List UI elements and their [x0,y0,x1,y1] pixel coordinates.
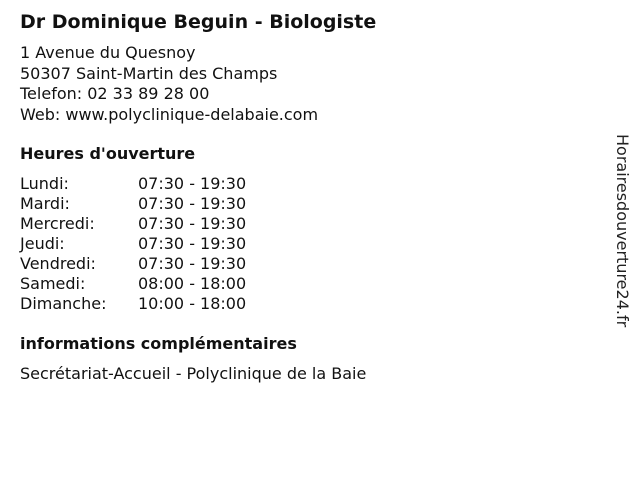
hours-time: 07:30 - 19:30 [138,174,247,193]
page-title: Dr Dominique Beguin - Biologiste [20,11,377,33]
hours-day: Dimanche: [20,294,107,313]
hours-time: 07:30 - 19:30 [138,254,247,273]
opening-hours-heading: Heures d'ouverture [20,144,196,163]
site-watermark: Horairesdouverture24.fr [613,134,632,328]
hours-row [20,274,247,294]
hours-time: 08:00 - 18:00 [138,274,247,293]
phone-number: Telefon: 02 33 89 28 00 [20,84,210,103]
hours-row [20,174,247,194]
hours-time: 10:00 - 18:00 [138,294,247,313]
hours-day: Mercredi: [20,214,95,233]
hours-time: 07:30 - 19:30 [138,194,247,213]
hours-day: Jeudi: [20,234,65,253]
hours-time: 07:30 - 19:30 [138,234,247,253]
hours-day: Vendredi: [20,254,96,273]
additional-info-text: Secrétariat-Accueil - Polyclinique de la Baie [20,364,367,383]
hours-day: Mardi: [20,194,70,213]
hours-row [20,214,247,234]
address-city: 50307 Saint-Martin des Champs [20,63,278,83]
hours-time: 07:30 - 19:30 [138,214,247,233]
hours-row [20,234,247,254]
website: Web: www.polyclinique-delabaie.com [20,104,319,124]
contact-block [20,43,318,125]
hours-row [20,194,247,214]
address-street: 1 Avenue du Quesnoy [20,43,196,62]
hours-day: Lundi: [20,174,69,193]
hours-row [20,294,247,314]
additional-info-heading: informations complémentaires [20,334,297,353]
hours-day: Samedi: [20,274,86,293]
hours-row [20,254,247,274]
opening-hours-list [20,174,247,314]
